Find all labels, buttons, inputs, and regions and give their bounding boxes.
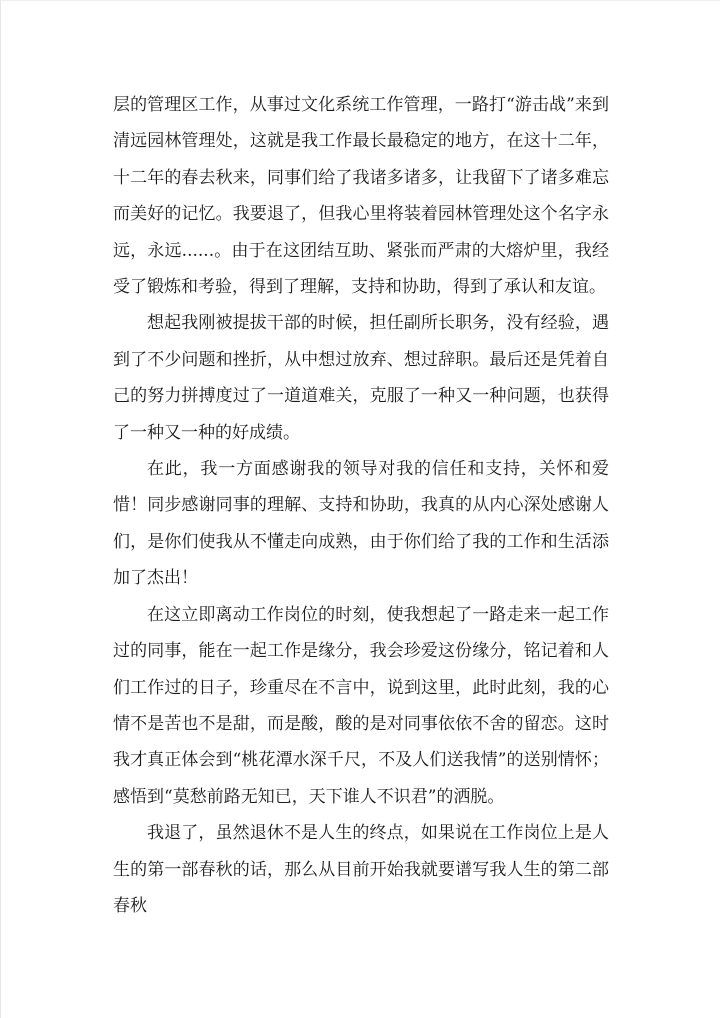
- paragraph-3: 在此，我一方面感谢我的领导对我的信任和支持，关怀和爱惜！同步感谢同事的理解、支持和协助，我真的从内心深处感谢人们，是你们使我从不懂走向成熟，由于你们给了我的工作和生活添加了杰出！: [113, 459, 609, 589]
- paragraph-4: 在这立即离动工作岗位的时刻，使我想起了一路走来一起工作过的同事，能在一起工作是缘分，我会珍爱这份缘分，铭记着和人们工作过的日子，珍重尽在不言中，说到这里，此时此刻，我的心情不是苦也不是甜，而是酸，酸的是对同事依依不舍的留恋。这时我才真正体会到“桃花潭水深千尺，不及人们送我情”的送别情怀；感悟到“莫愁前路无知已，天下谁人不识君”的洒脱。: [113, 604, 609, 807]
- document-body: [113, 87, 609, 924]
- paragraph-5: 我退了，虽然退休不是人生的终点，如果说在工作岗位上是人生的第一部春秋的话，那么从目前开始我就要谱写我人生的第二部春秋: [113, 823, 609, 916]
- paragraph-1: 层的管理区工作，从事过文化系统工作管理，一路打“游击战”来到清远园林管理处，这就是我工作最长最稳定的地方，在这十二年，十二年的春去秋来，同事们给了我诸多诸多，让我留下了诸多难忘而美好的记忆。我要退了，但我心里将装着园林管理处这个名字永远，永远......。由于在这团结互助、紧张而严肃的大熔炉里，我经受了锻炼和考验，得到了理解，支持和协助，得到了承认和友谊。: [113, 95, 609, 298]
- paragraph-2: 想起我刚被提拔干部的时候，担任副所长职务，没有经验，遇到了不少问题和挫折，从中想过放弃、想过辞职。最后还是凭着自己的努力拼搏度过了一道道难关，克服了一种又一种问题，也获得了一种又一种的好成绩。: [113, 313, 609, 443]
